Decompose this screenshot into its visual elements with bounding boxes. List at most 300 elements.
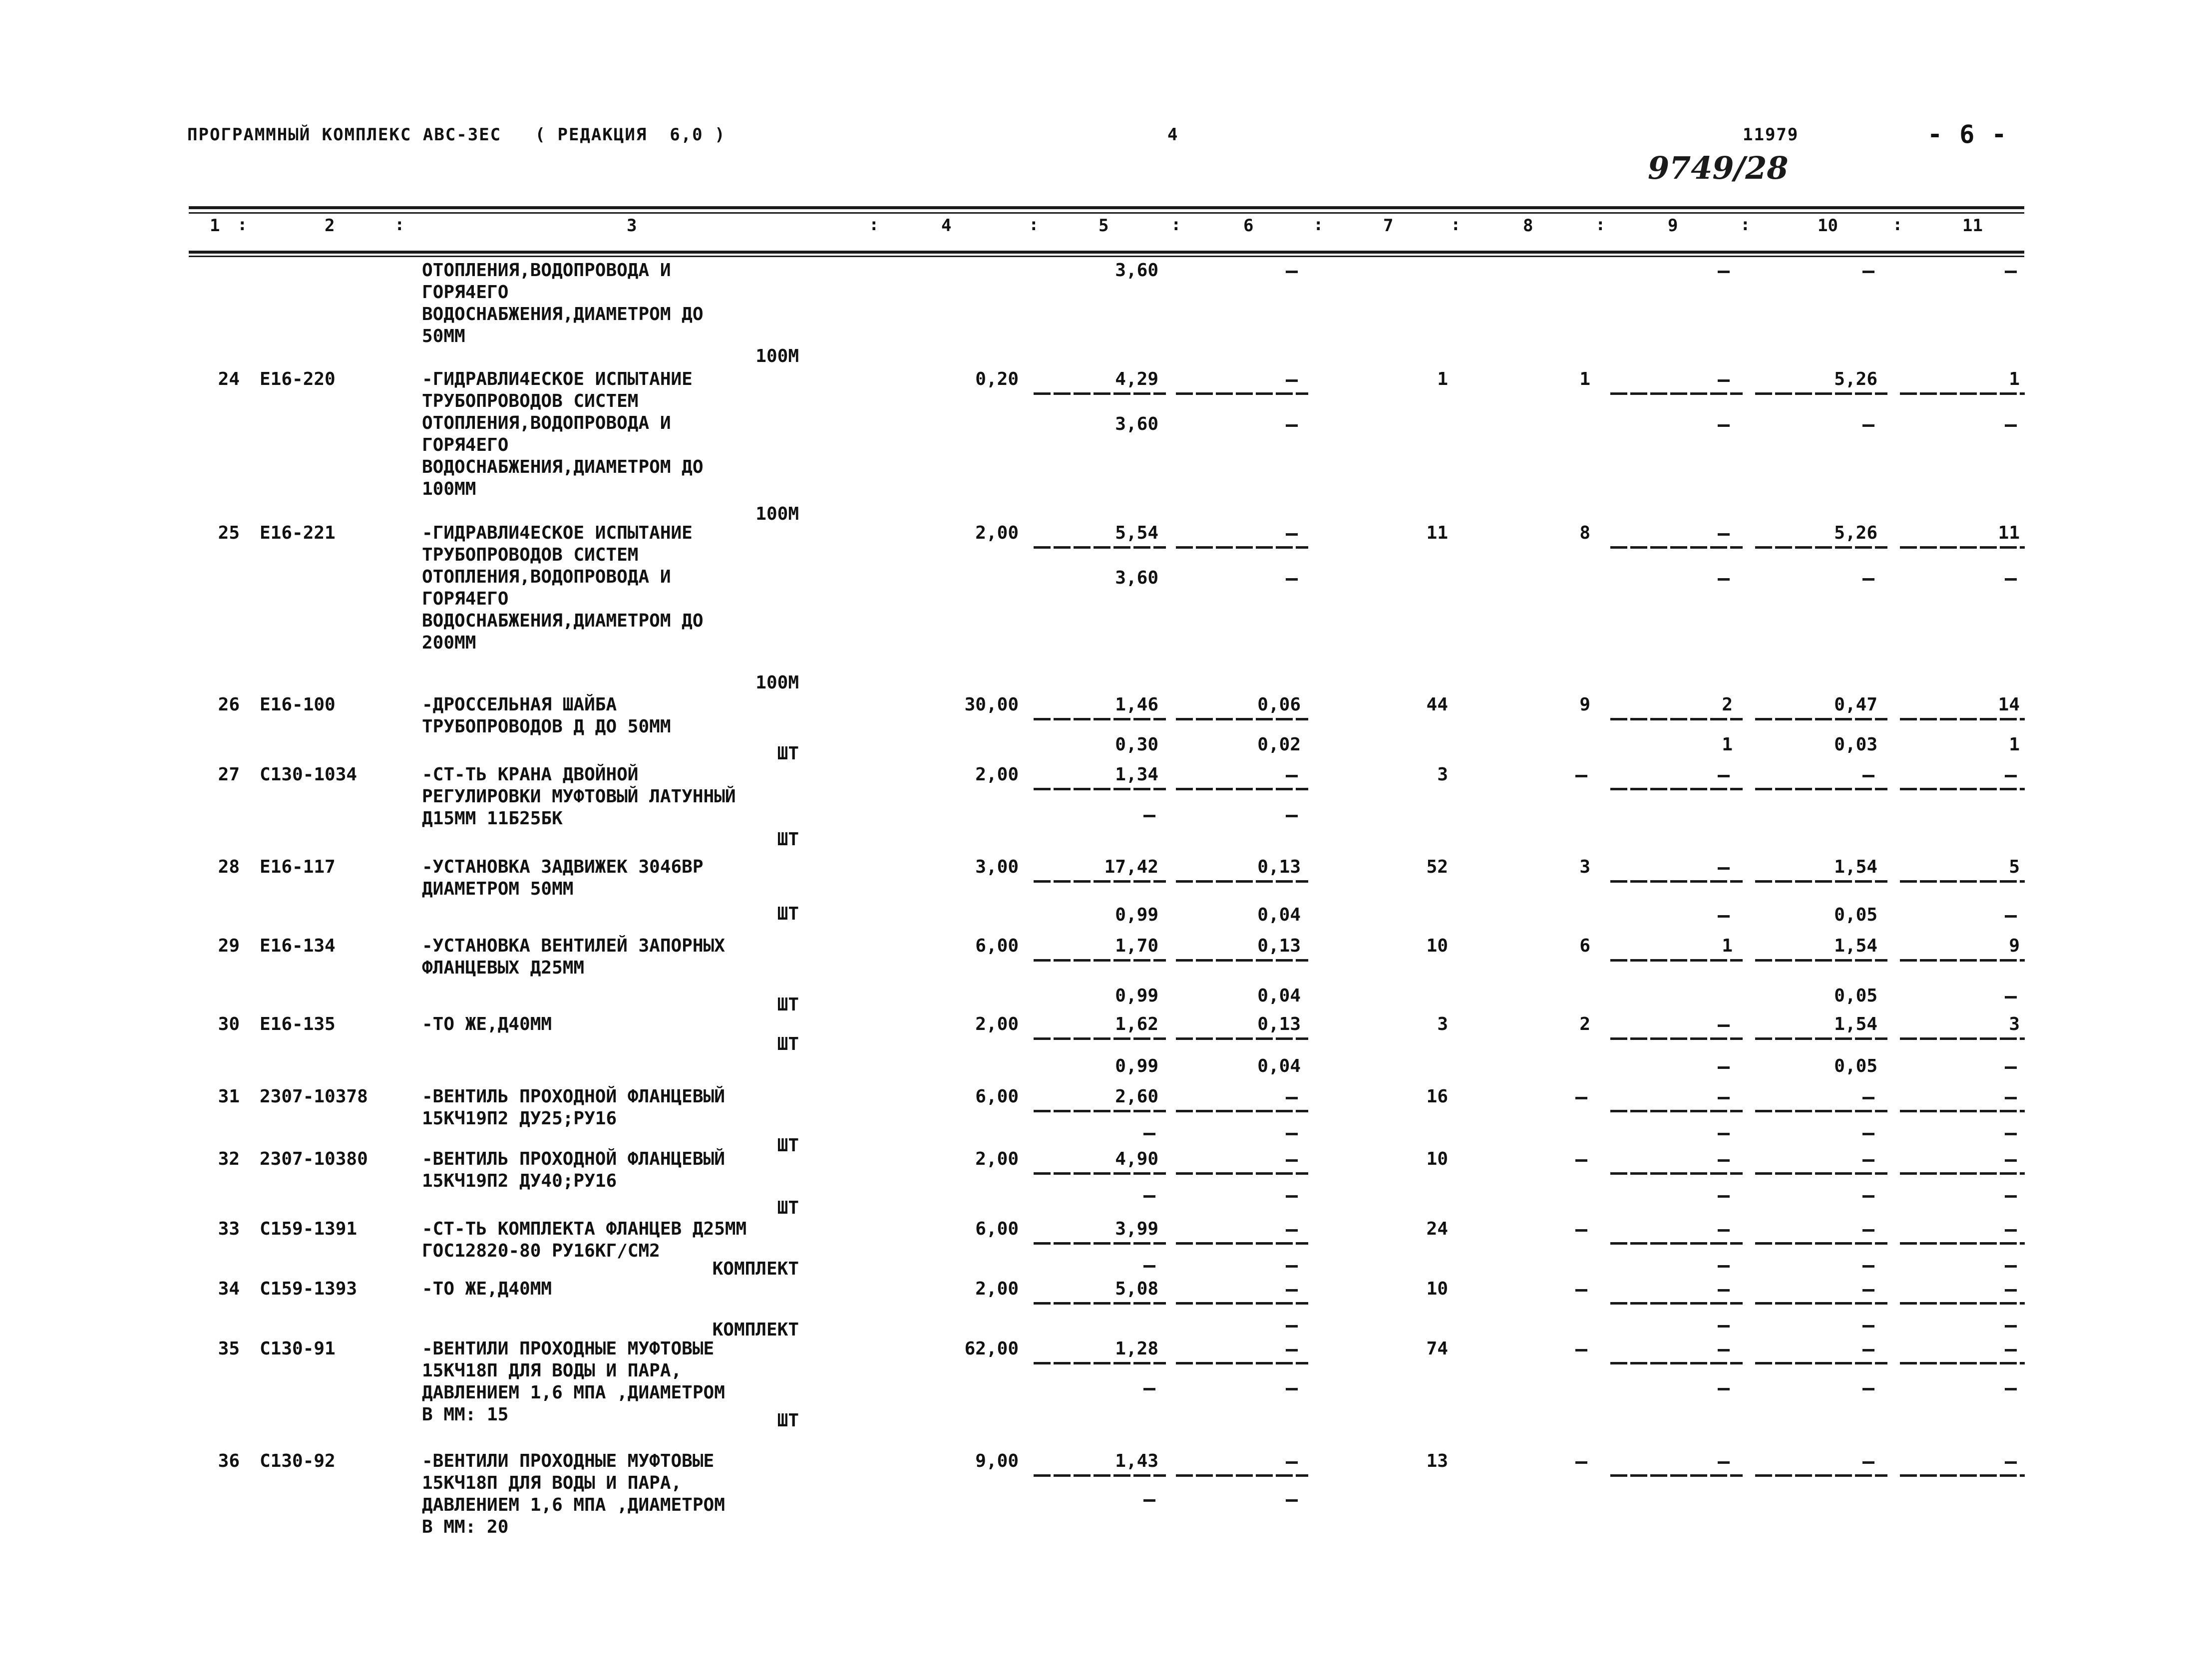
unit-label: ШТ bbox=[777, 1034, 799, 1054]
estimate-code: Е16-134 bbox=[260, 936, 336, 956]
wage-total-cell: 6 bbox=[1579, 936, 1590, 956]
cell-divider bbox=[1034, 1172, 1166, 1175]
cell-divider bbox=[1610, 1110, 1743, 1112]
price-cell: 17,42 bbox=[1104, 857, 1158, 877]
qty-cell: 9,00 bbox=[975, 1451, 1019, 1471]
cell-divider bbox=[1900, 1172, 2025, 1175]
cell-divider bbox=[1755, 1302, 1887, 1305]
column-number-7: 7 bbox=[1383, 216, 1394, 236]
labor-wage-cell: 0,03 bbox=[1834, 734, 1877, 755]
labor-wage-cell bbox=[1862, 1133, 1874, 1135]
qty-cell: 30,00 bbox=[964, 694, 1019, 715]
cell-divider bbox=[1610, 718, 1743, 720]
total-cell: 16 bbox=[1426, 1086, 1448, 1107]
description-line: -ТО ЖЕ,Д40ММ bbox=[422, 1279, 552, 1299]
wage-wage-cell: 0,04 bbox=[1257, 1056, 1301, 1076]
sheet-number: 4 bbox=[1167, 125, 1179, 145]
page-number: - 6 - bbox=[1927, 120, 2008, 149]
estimate-code: Е16-221 bbox=[260, 523, 336, 543]
price-cell: 1,28 bbox=[1115, 1339, 1158, 1359]
labor-total-cell bbox=[2005, 1229, 2017, 1232]
unit-label: ШТ bbox=[777, 1198, 799, 1218]
wage-cell bbox=[1286, 1229, 1298, 1232]
total-cell: 13 bbox=[1426, 1451, 1448, 1471]
total-cell: 11 bbox=[1426, 523, 1448, 543]
machine-cell bbox=[1718, 379, 1730, 382]
unit-label: КОМПЛЕКТ bbox=[712, 1320, 799, 1340]
column-separator: : bbox=[1029, 215, 1039, 235]
cell-divider bbox=[1034, 788, 1166, 790]
machine-cell bbox=[1718, 1461, 1730, 1464]
labor-cell: 1,54 bbox=[1834, 1014, 1877, 1034]
column-number-11: 11 bbox=[1962, 216, 1983, 236]
description-line: 200ММ bbox=[422, 633, 476, 653]
description-line: ОТОПЛЕНИЯ,ВОДОПРОВОДА И bbox=[422, 260, 671, 281]
cell-divider bbox=[1176, 1110, 1308, 1112]
price-wage-cell: 0,99 bbox=[1115, 905, 1158, 925]
unit-label: ШТ bbox=[777, 1410, 799, 1431]
description-line: 50ММ bbox=[422, 326, 465, 346]
description-line: -СТ-ТЬ КРАНА ДВОЙНОЙ bbox=[422, 764, 639, 785]
machine-wage-cell bbox=[1718, 1265, 1730, 1268]
cell-divider bbox=[1610, 1037, 1743, 1040]
labor-total-cell bbox=[2005, 1159, 2017, 1162]
row-number: 36 bbox=[218, 1451, 240, 1471]
labor-wage-cell bbox=[1862, 1325, 1874, 1328]
price-cell: 5,08 bbox=[1115, 1279, 1158, 1299]
price-cell: 1,70 bbox=[1115, 936, 1158, 956]
cell-divider bbox=[1034, 392, 1166, 395]
wage-total-cell bbox=[1575, 775, 1587, 777]
row-number: 31 bbox=[218, 1086, 240, 1107]
cell-divider bbox=[1755, 1242, 1887, 1245]
labor-total-cell: 11 bbox=[1998, 523, 2020, 543]
labor-cell bbox=[1862, 1461, 1874, 1464]
machine-cell bbox=[1718, 1289, 1730, 1292]
cell-divider bbox=[1900, 959, 2025, 962]
price-cell: 1,46 bbox=[1115, 694, 1158, 715]
cell-divider bbox=[1755, 392, 1887, 395]
row-number: 24 bbox=[218, 369, 240, 389]
unit-label: ШТ bbox=[777, 995, 799, 1015]
total-cell: 1 bbox=[1437, 369, 1448, 389]
cell-divider bbox=[1176, 1172, 1308, 1175]
cell-divider bbox=[1755, 1172, 1887, 1175]
price-wage-cell: 3,60 bbox=[1115, 414, 1158, 434]
wage-wage-cell bbox=[1286, 1265, 1298, 1268]
description-line: РЕГУЛИРОВКИ МУФТОВЫЙ ЛАТУННЫЙ bbox=[422, 786, 736, 807]
unit-label: ШТ bbox=[777, 829, 799, 850]
labor-total-wage-cell bbox=[2005, 1388, 2017, 1390]
wage-cell bbox=[1286, 379, 1298, 382]
labor-wage-cell bbox=[1862, 578, 1874, 581]
row-number: 34 bbox=[218, 1279, 240, 1299]
column-separator: : bbox=[1171, 215, 1181, 235]
column-number-8: 8 bbox=[1523, 216, 1533, 236]
unit-label: 100М bbox=[755, 672, 799, 693]
price-cell: 1,43 bbox=[1115, 1451, 1158, 1471]
wage-wage-cell bbox=[1286, 815, 1298, 817]
machine-cell: 2 bbox=[1722, 694, 1733, 715]
wage-wage-cell: 0,04 bbox=[1257, 905, 1301, 925]
cell-divider bbox=[1610, 392, 1743, 395]
price-wage-cell: 0,30 bbox=[1115, 734, 1158, 755]
labor-total-wage-cell bbox=[2005, 424, 2017, 427]
labor-cell bbox=[1862, 1289, 1874, 1292]
price-wage-cell: 0,99 bbox=[1115, 986, 1158, 1006]
estimate-code: С130-1034 bbox=[260, 764, 358, 785]
wage-wage-cell bbox=[1286, 578, 1298, 581]
wage-wage-cell bbox=[1286, 1388, 1298, 1390]
cell-divider bbox=[1610, 959, 1743, 962]
labor-cell: 5,26 bbox=[1834, 369, 1877, 389]
column-separator: : bbox=[394, 215, 405, 235]
document-code: 11979 bbox=[1743, 125, 1799, 145]
cell-divider bbox=[1755, 1474, 1887, 1477]
cell-divider bbox=[1176, 546, 1308, 549]
description-line: -ВЕНТИЛЬ ПРОХОДНОЙ ФЛАНЦЕВЫЙ bbox=[422, 1086, 725, 1107]
cell-divider bbox=[1034, 1302, 1166, 1305]
machine-cell bbox=[1718, 867, 1730, 870]
wage-total-cell: 2 bbox=[1579, 1014, 1590, 1034]
machine-wage-cell bbox=[1718, 1133, 1730, 1135]
wage-cell bbox=[1286, 775, 1298, 777]
price-cell: 3,99 bbox=[1115, 1219, 1158, 1239]
estimate-code: С130-92 bbox=[260, 1451, 336, 1471]
total-cell: 10 bbox=[1426, 1149, 1448, 1169]
price-wage-cell bbox=[1143, 1195, 1155, 1198]
labor-cell bbox=[1862, 1349, 1874, 1351]
column-separator: : bbox=[1892, 215, 1903, 235]
labor-total-cell: 9 bbox=[2009, 936, 2020, 956]
description-line: ТРУБОПРОВОДОВ СИСТЕМ bbox=[422, 391, 639, 411]
cell-divider bbox=[1610, 1302, 1743, 1305]
cell-divider bbox=[1755, 546, 1887, 549]
labor-cell bbox=[1862, 1159, 1874, 1162]
total-cell: 44 bbox=[1426, 694, 1448, 715]
price-cell: 3,60 bbox=[1115, 260, 1158, 281]
labor-cell: 0,47 bbox=[1834, 694, 1877, 715]
labor-total-cell bbox=[2005, 1349, 2017, 1351]
program-title: ПРОГРАММНЫЙ КОМПЛЕКС АВС-ЗЕС ( РЕДАКЦИЯ 6,0 ) bbox=[187, 125, 726, 145]
wage-wage-cell: 0,02 bbox=[1257, 734, 1301, 755]
cell-divider bbox=[1176, 1302, 1308, 1305]
column-number-9: 9 bbox=[1668, 216, 1678, 236]
unit-label: ШТ bbox=[777, 1135, 799, 1156]
column-separator: : bbox=[1451, 215, 1461, 235]
description-line: ТРУБОПРОВОДОВ СИСТЕМ bbox=[422, 545, 639, 565]
qty-cell: 0,20 bbox=[975, 369, 1019, 389]
cell-divider bbox=[1755, 1037, 1887, 1040]
machine-wage-cell bbox=[1718, 1066, 1730, 1069]
description-line: -ВЕНТИЛЬ ПРОХОДНОЙ ФЛАНЦЕВЫЙ bbox=[422, 1149, 725, 1169]
machine-cell bbox=[1718, 1349, 1730, 1351]
qty-cell: 2,00 bbox=[975, 1279, 1019, 1299]
wage-total-cell bbox=[1575, 1159, 1587, 1162]
description-line: -ДРОССЕЛЬНАЯ ШАЙБА bbox=[422, 694, 617, 715]
wage-cell: 0,13 bbox=[1257, 936, 1301, 956]
labor-cell: 1,54 bbox=[1834, 857, 1877, 877]
cell-divider bbox=[1900, 718, 2025, 720]
cell-divider bbox=[1034, 1037, 1166, 1040]
qty-cell: 2,00 bbox=[975, 764, 1019, 785]
column-separator: : bbox=[869, 215, 879, 235]
description-line: ДАВЛЕНИЕМ 1,6 МПА ,ДИАМЕТРОМ bbox=[422, 1495, 725, 1515]
labor-total-cell bbox=[2005, 775, 2017, 777]
labor-total-wage-cell bbox=[2005, 578, 2017, 581]
cell-divider bbox=[1176, 718, 1308, 720]
cell-divider bbox=[1610, 788, 1743, 790]
column-number-3: 3 bbox=[627, 216, 637, 236]
wage-total-cell: 1 bbox=[1579, 369, 1590, 389]
unit-label: ШТ bbox=[777, 743, 799, 764]
cell-divider bbox=[1900, 788, 2025, 790]
estimate-code: С130-91 bbox=[260, 1339, 336, 1359]
estimate-code: 2307-10378 bbox=[260, 1086, 368, 1107]
description-line: ГОРЯ4ЕГО bbox=[422, 282, 509, 303]
wage-wage-cell bbox=[1286, 424, 1298, 427]
labor-total-cell: 3 bbox=[2009, 1014, 2020, 1034]
labor-total-wage-cell: 1 bbox=[2009, 734, 2020, 755]
labor-wage-cell bbox=[1862, 1388, 1874, 1390]
estimate-code: Е16-135 bbox=[260, 1014, 336, 1034]
wage-cell: 0,13 bbox=[1257, 857, 1301, 877]
wage-cell bbox=[1286, 1349, 1298, 1351]
labor-total-wage-cell bbox=[2005, 1195, 2017, 1198]
labor-total-wage-cell bbox=[2005, 1265, 2017, 1268]
row-number: 32 bbox=[218, 1149, 240, 1169]
price-wage-cell bbox=[1143, 1499, 1155, 1502]
price-cell: 1,34 bbox=[1115, 764, 1158, 785]
description-line: -ГИДРАВЛИ4ЕСКОЕ ИСПЫТАНИЕ bbox=[422, 369, 693, 389]
cell-divider bbox=[1034, 718, 1166, 720]
labor-total-cell: 14 bbox=[1998, 694, 2020, 715]
description-line: ВОДОСНАБЖЕНИЯ,ДИАМЕТРОМ ДО bbox=[422, 457, 704, 477]
estimate-code: 2307-10380 bbox=[260, 1149, 368, 1169]
machine-wage-cell bbox=[1718, 1195, 1730, 1198]
description-line: В ММ: 20 bbox=[422, 1517, 509, 1537]
column-number-4: 4 bbox=[941, 216, 952, 236]
labor-total-wage-cell bbox=[2005, 1325, 2017, 1328]
machine-cell bbox=[1718, 533, 1730, 536]
machine-wage-cell bbox=[1718, 1325, 1730, 1328]
machine-wage-cell: 1 bbox=[1722, 734, 1733, 755]
description-line: -УСТАНОВКА ВЕНТИЛЕЙ ЗАПОРНЫХ bbox=[422, 936, 725, 956]
machine-cell bbox=[1718, 271, 1730, 273]
wage-wage-cell: 0,04 bbox=[1257, 986, 1301, 1006]
labor-total-wage-cell bbox=[2005, 1133, 2017, 1135]
estimate-code: Е16-220 bbox=[260, 369, 336, 389]
description-line: 100ММ bbox=[422, 479, 476, 499]
unit-label: КОМПЛЕКТ bbox=[712, 1259, 799, 1279]
wage-total-cell bbox=[1575, 1289, 1587, 1292]
description-line: -ГИДРАВЛИ4ЕСКОЕ ИСПЫТАНИЕ bbox=[422, 523, 693, 543]
cell-divider bbox=[1176, 1474, 1308, 1477]
labor-total-cell bbox=[2005, 271, 2017, 273]
machine-cell bbox=[1718, 1159, 1730, 1162]
price-cell: 1,62 bbox=[1115, 1014, 1158, 1034]
cell-divider bbox=[1610, 546, 1743, 549]
description-line: ГОРЯ4ЕГО bbox=[422, 435, 509, 455]
wage-total-cell: 9 bbox=[1579, 694, 1590, 715]
qty-cell: 3,00 bbox=[975, 857, 1019, 877]
cell-divider bbox=[1755, 880, 1887, 883]
column-number-2: 2 bbox=[325, 216, 335, 236]
description-line: ФЛАНЦЕВЫХ Д25ММ bbox=[422, 958, 585, 978]
wage-cell: 0,06 bbox=[1257, 694, 1301, 715]
wage-wage-cell bbox=[1286, 1195, 1298, 1198]
wage-wage-cell bbox=[1286, 1133, 1298, 1135]
wage-wage-cell bbox=[1286, 1499, 1298, 1502]
cell-divider bbox=[1176, 1037, 1308, 1040]
description-line: -ВЕНТИЛИ ПРОХОДНЫЕ МУФТОВЫЕ bbox=[422, 1451, 715, 1471]
price-cell: 4,90 bbox=[1115, 1149, 1158, 1169]
description-line: ДИАМЕТРОМ 50ММ bbox=[422, 879, 574, 899]
cell-divider bbox=[1176, 1362, 1308, 1364]
cell-divider bbox=[1176, 1242, 1308, 1245]
wage-cell bbox=[1286, 1097, 1298, 1099]
cell-divider bbox=[1900, 1037, 2025, 1040]
cell-divider bbox=[1176, 788, 1308, 790]
header-rule-top bbox=[189, 206, 2024, 209]
cell-divider bbox=[1034, 1474, 1166, 1477]
description-line: -СТ-ТЬ КОМПЛЕКТА ФЛАНЦЕВ Д25ММ bbox=[422, 1219, 747, 1239]
cell-divider bbox=[1900, 1474, 2025, 1477]
wage-total-cell bbox=[1575, 1349, 1587, 1351]
qty-cell: 6,00 bbox=[975, 1086, 1019, 1107]
estimate-code: С159-1393 bbox=[260, 1279, 358, 1299]
machine-cell bbox=[1718, 775, 1730, 777]
description-line: Д15ММ 11Б25БК bbox=[422, 808, 563, 829]
description-line: 15КЧ19П2 ДУ40;РУ16 bbox=[422, 1171, 617, 1191]
row-number: 35 bbox=[218, 1339, 240, 1359]
labor-total-cell: 5 bbox=[2009, 857, 2020, 877]
labor-cell bbox=[1862, 1229, 1874, 1232]
unit-label: ШТ bbox=[777, 904, 799, 924]
cell-divider bbox=[1034, 546, 1166, 549]
labor-cell bbox=[1862, 775, 1874, 777]
description-line: ВОДОСНАБЖЕНИЯ,ДИАМЕТРОМ ДО bbox=[422, 611, 704, 631]
cell-divider bbox=[1034, 959, 1166, 962]
labor-total-wage-cell bbox=[2005, 915, 2017, 918]
column-separator: : bbox=[1740, 215, 1751, 235]
total-cell: 10 bbox=[1426, 1279, 1448, 1299]
labor-cell: 1,54 bbox=[1834, 936, 1877, 956]
cell-divider bbox=[1900, 1242, 2025, 1245]
wage-total-cell bbox=[1575, 1229, 1587, 1232]
handwritten-annotation: 9749/28 bbox=[1648, 150, 1789, 186]
price-wage-cell bbox=[1143, 1388, 1155, 1390]
row-number: 26 bbox=[218, 694, 240, 715]
wage-total-cell bbox=[1575, 1097, 1587, 1099]
description-line: ГОРЯ4ЕГО bbox=[422, 589, 509, 609]
price-cell: 2,60 bbox=[1115, 1086, 1158, 1107]
price-cell: 4,29 bbox=[1115, 369, 1158, 389]
labor-wage-cell: 0,05 bbox=[1834, 986, 1877, 1006]
description-line: -УСТАНОВКА ЗАДВИЖЕК 3046ВР bbox=[422, 857, 704, 877]
description-line: ТРУБОПРОВОДОВ Д ДО 50ММ bbox=[422, 716, 671, 737]
labor-wage-cell bbox=[1862, 424, 1874, 427]
wage-cell bbox=[1286, 1461, 1298, 1464]
labor-total-cell: 1 bbox=[2009, 369, 2020, 389]
cell-divider bbox=[1034, 1362, 1166, 1364]
cell-divider bbox=[1900, 880, 2025, 883]
price-cell: 5,54 bbox=[1115, 523, 1158, 543]
wage-wage-cell bbox=[1286, 1325, 1298, 1328]
description-line: 15КЧ19П2 ДУ25;РУ16 bbox=[422, 1108, 617, 1129]
row-number: 29 bbox=[218, 936, 240, 956]
total-cell: 10 bbox=[1426, 936, 1448, 956]
labor-total-wage-cell bbox=[2005, 996, 2017, 999]
cell-divider bbox=[1755, 1110, 1887, 1112]
wage-cell bbox=[1286, 1289, 1298, 1292]
description-line: ОТОПЛЕНИЯ,ВОДОПРОВОДА И bbox=[422, 413, 671, 433]
header-rule-bottom-2 bbox=[189, 256, 2024, 257]
wage-cell bbox=[1286, 271, 1298, 273]
machine-cell bbox=[1718, 1229, 1730, 1232]
estimate-code: С159-1391 bbox=[260, 1219, 358, 1239]
row-number: 33 bbox=[218, 1219, 240, 1239]
cell-divider bbox=[1176, 959, 1308, 962]
cell-divider bbox=[1176, 392, 1308, 395]
estimate-code: Е16-100 bbox=[260, 694, 336, 715]
price-wage-cell bbox=[1143, 815, 1155, 817]
cell-divider bbox=[1034, 880, 1166, 883]
labor-wage-cell: 0,05 bbox=[1834, 1056, 1877, 1076]
column-number-6: 6 bbox=[1243, 216, 1254, 236]
row-number: 27 bbox=[218, 764, 240, 785]
qty-cell: 6,00 bbox=[975, 1219, 1019, 1239]
machine-wage-cell bbox=[1718, 915, 1730, 918]
machine-wage-cell bbox=[1718, 578, 1730, 581]
description-line: ДАВЛЕНИЕМ 1,6 МПА ,ДИАМЕТРОМ bbox=[422, 1382, 725, 1403]
machine-cell: 1 bbox=[1722, 936, 1733, 956]
description-line: ОТОПЛЕНИЯ,ВОДОПРОВОДА И bbox=[422, 567, 671, 587]
wage-cell: 0,13 bbox=[1257, 1014, 1301, 1034]
qty-cell: 62,00 bbox=[964, 1339, 1019, 1359]
cell-divider bbox=[1755, 718, 1887, 720]
labor-total-cell bbox=[2005, 1289, 2017, 1292]
total-cell: 24 bbox=[1426, 1219, 1448, 1239]
header-rule-top-2 bbox=[189, 212, 2024, 214]
description-line: В ММ: 15 bbox=[422, 1404, 509, 1425]
wage-total-cell: 3 bbox=[1579, 857, 1590, 877]
description-line: ГОС12820-80 РУ16КГ/СМ2 bbox=[422, 1241, 660, 1261]
qty-cell: 2,00 bbox=[975, 1014, 1019, 1034]
cell-divider bbox=[1610, 1172, 1743, 1175]
row-number: 25 bbox=[218, 523, 240, 543]
cell-divider bbox=[1176, 880, 1308, 883]
description-line: -ТО ЖЕ,Д40ММ bbox=[422, 1014, 552, 1034]
column-number-5: 5 bbox=[1099, 216, 1109, 236]
labor-cell bbox=[1862, 1097, 1874, 1099]
description-line: -ВЕНТИЛИ ПРОХОДНЫЕ МУФТОВЫЕ bbox=[422, 1339, 715, 1359]
wage-cell bbox=[1286, 1159, 1298, 1162]
qty-cell: 2,00 bbox=[975, 1149, 1019, 1169]
row-number: 30 bbox=[218, 1014, 240, 1034]
estimate-code: Е16-117 bbox=[260, 857, 336, 877]
description-line: 15КЧ18П ДЛЯ ВОДЫ И ПАРА, bbox=[422, 1360, 682, 1381]
column-separator: : bbox=[1313, 215, 1324, 235]
labor-cell bbox=[1862, 271, 1874, 273]
machine-wage-cell bbox=[1718, 424, 1730, 427]
wage-cell bbox=[1286, 533, 1298, 536]
total-cell: 52 bbox=[1426, 857, 1448, 877]
wage-total-cell bbox=[1575, 1461, 1587, 1464]
labor-total-wage-cell bbox=[2005, 1066, 2017, 1069]
row-number: 28 bbox=[218, 857, 240, 877]
wage-total-cell: 8 bbox=[1579, 523, 1590, 543]
